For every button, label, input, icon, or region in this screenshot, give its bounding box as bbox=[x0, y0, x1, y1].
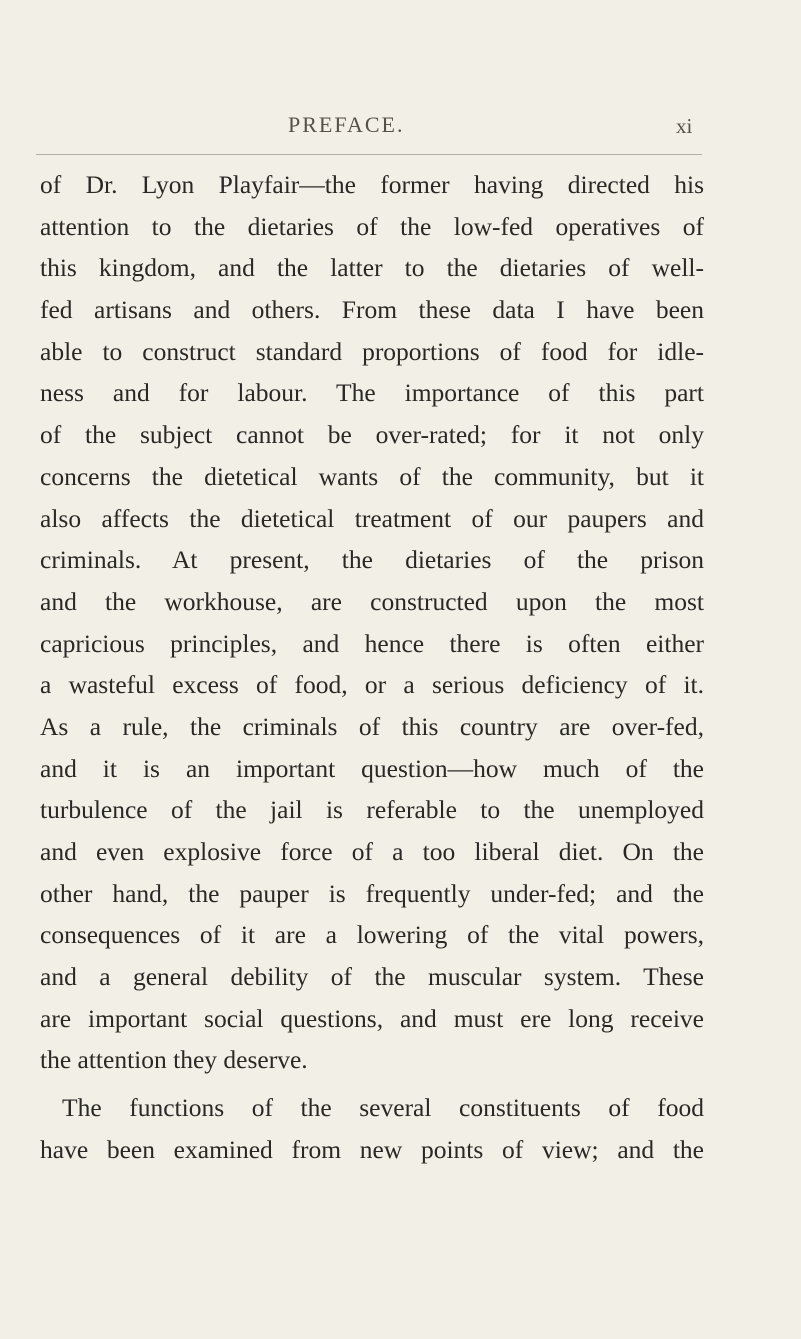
text-line: consequences of it are a lowering of the vital powers, bbox=[40, 920, 704, 950]
running-header bbox=[0, 112, 801, 140]
text-line: attention to the dietaries of the low-fed operatives of bbox=[40, 211, 704, 241]
text-line: ness and for labour. The importance of this part bbox=[40, 378, 704, 408]
text-line: have been examined from new points of view; and the bbox=[40, 1134, 704, 1164]
body-text bbox=[40, 164, 704, 1171]
text-line: able to construct standard proportions of food for idle- bbox=[40, 336, 704, 366]
text-line: of Dr. Lyon Playfair—the former having directed his bbox=[40, 170, 704, 199]
text-line: also affects the dietetical treatment of our paupers and bbox=[40, 503, 704, 533]
text-line: and a general debility of the muscular system. These bbox=[40, 962, 704, 992]
text-line: and even explosive force of a too liberal diet. On the bbox=[40, 837, 704, 866]
text-line: are important social questions, and must ere long receive bbox=[40, 1003, 704, 1033]
text-line: criminals. At present, the dietaries of the prison bbox=[40, 545, 704, 575]
text-line: a wasteful excess of food, or a serious deficiency of it. bbox=[40, 670, 704, 700]
text-line: other hand, the pauper is frequently under-fed; and the bbox=[40, 878, 704, 908]
text-line: and the workhouse, are constructed upon the most bbox=[40, 586, 704, 616]
text-line: The functions of the several constituents of food bbox=[62, 1093, 704, 1123]
text-line: turbulence of the jail is referable to the unemployed bbox=[40, 795, 704, 825]
header-rule bbox=[36, 154, 702, 155]
text-line: As a rule, the criminals of this country are over-fed, bbox=[40, 711, 704, 741]
text-line: of the subject cannot be over-rated; for it not only bbox=[40, 420, 704, 450]
page-number: xi bbox=[676, 114, 693, 138]
text-line: capricious principles, and hence there is often either bbox=[40, 628, 704, 658]
text-line: and it is an important question—how much of the bbox=[40, 753, 704, 783]
text-line: this kingdom, and the latter to the dietaries of well- bbox=[40, 253, 704, 283]
text-line: fed artisans and others. From these data I have been bbox=[40, 295, 704, 325]
running-title: PREFACE. bbox=[288, 112, 405, 137]
text-line: the attention they deserve. bbox=[40, 1045, 308, 1075]
text-line: concerns the dietetical wants of the community, but it bbox=[40, 461, 704, 491]
